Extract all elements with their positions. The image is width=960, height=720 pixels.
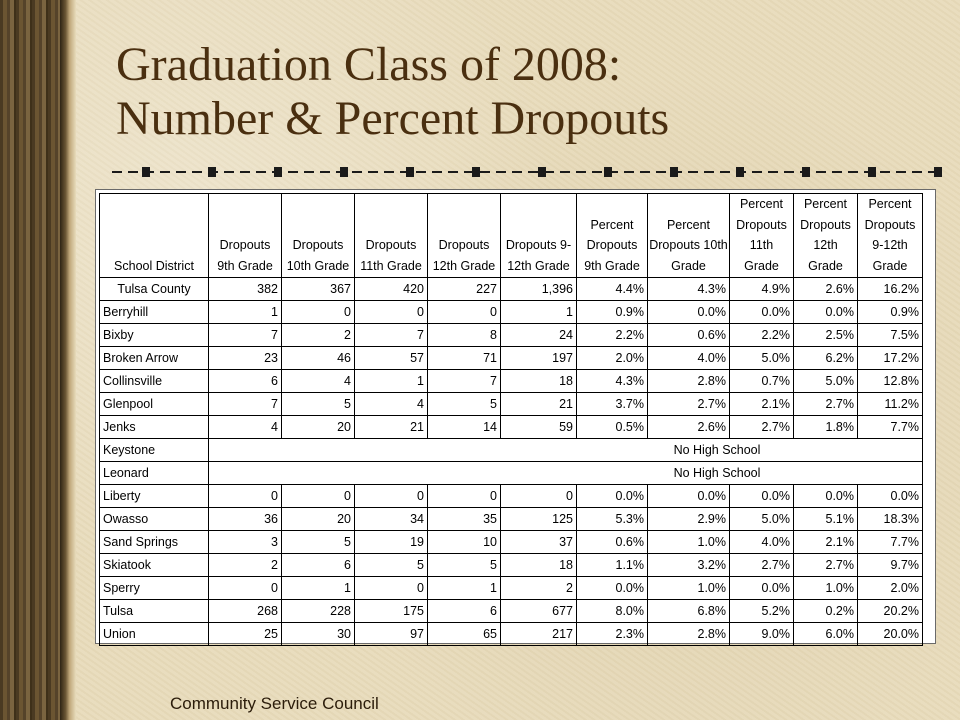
table-cell: 57 [355, 347, 428, 370]
divider-square-marker [868, 167, 876, 177]
table-cell: 46 [282, 347, 355, 370]
table-cell: 7 [209, 393, 282, 416]
dashed-divider [112, 164, 942, 180]
divider-square-marker [340, 167, 348, 177]
table-cell: 20.2% [858, 600, 923, 623]
table-cell: 2.0% [858, 577, 923, 600]
divider-square-marker [142, 167, 150, 177]
column-header: Dropouts 11th Grade [355, 194, 428, 278]
table-cell: 10 [428, 531, 501, 554]
table-cell: 2.8% [648, 370, 730, 393]
table-cell: 7.7% [858, 531, 923, 554]
footer-text: Community Service Council [170, 694, 379, 713]
divider-square-marker [406, 167, 414, 177]
table-cell: 11.2% [858, 393, 923, 416]
table-cell: 1,396 [501, 278, 577, 301]
wood-border [0, 0, 60, 720]
table-cell: 2.3% [577, 623, 648, 646]
table-cell: 6 [428, 600, 501, 623]
table-cell: 0.0% [577, 577, 648, 600]
table-cell: 1 [501, 301, 577, 324]
empty-cell [209, 462, 577, 485]
table-cell: 1.0% [794, 577, 858, 600]
table-cell: 217 [501, 623, 577, 646]
table-cell: 1 [209, 301, 282, 324]
dropout-table-frame [95, 189, 936, 644]
table-header-row [100, 194, 923, 278]
table-cell: 2.2% [730, 324, 794, 347]
table-cell: 9.7% [858, 554, 923, 577]
table-cell: 4.0% [730, 531, 794, 554]
district-name-cell: Jenks [100, 416, 209, 439]
table-cell: 30 [282, 623, 355, 646]
table-cell: 16.2% [858, 278, 923, 301]
table-cell: 0.0% [794, 485, 858, 508]
table-cell: 6.2% [794, 347, 858, 370]
table-cell: 20.0% [858, 623, 923, 646]
table-cell: 2.9% [648, 508, 730, 531]
table-cell: 6.8% [648, 600, 730, 623]
table-cell: 2.5% [794, 324, 858, 347]
empty-cell [858, 439, 923, 462]
table-cell: 59 [501, 416, 577, 439]
table-cell: 3.7% [577, 393, 648, 416]
table-cell: 20 [282, 508, 355, 531]
table-cell: 19 [355, 531, 428, 554]
table-row [100, 554, 923, 577]
table-cell: 2.7% [794, 554, 858, 577]
table-cell: 1.1% [577, 554, 648, 577]
divider-square-marker [736, 167, 744, 177]
table-cell: 12.8% [858, 370, 923, 393]
table-cell: 8 [428, 324, 501, 347]
table-cell: 21 [355, 416, 428, 439]
table-row [100, 347, 923, 370]
table-cell: 268 [209, 600, 282, 623]
table-cell: 420 [355, 278, 428, 301]
table-cell: 65 [428, 623, 501, 646]
table-cell: 3.2% [648, 554, 730, 577]
divider-square-marker [670, 167, 678, 177]
table-cell: 0.0% [648, 301, 730, 324]
table-cell: 0.9% [858, 301, 923, 324]
table-cell: 5.0% [730, 508, 794, 531]
table-cell: 5 [282, 531, 355, 554]
district-name-cell: Tulsa [100, 600, 209, 623]
dropout-table [99, 193, 923, 646]
table-cell: 367 [282, 278, 355, 301]
table-cell: 0.0% [648, 485, 730, 508]
table-cell: 6 [209, 370, 282, 393]
table-cell: 382 [209, 278, 282, 301]
table-cell: 6 [282, 554, 355, 577]
no-high-school-cell: No High School [577, 462, 858, 485]
table-cell: 228 [282, 600, 355, 623]
empty-cell [858, 462, 923, 485]
table-cell: 2 [282, 324, 355, 347]
district-name-cell: Leonard [100, 462, 209, 485]
table-cell: 2.1% [730, 393, 794, 416]
table-cell: 2.7% [730, 554, 794, 577]
table-cell: 2.8% [648, 623, 730, 646]
table-cell: 2 [501, 577, 577, 600]
table-row [100, 531, 923, 554]
table-row [100, 623, 923, 646]
table-cell: 4.3% [577, 370, 648, 393]
table-cell: 0 [209, 577, 282, 600]
table-cell: 2.7% [730, 416, 794, 439]
table-cell: 18 [501, 554, 577, 577]
table-row [100, 508, 923, 531]
table-row [100, 278, 923, 301]
district-name-cell: Liberty [100, 485, 209, 508]
table-cell: 0.5% [577, 416, 648, 439]
district-name-cell: Sperry [100, 577, 209, 600]
district-name-cell: Union [100, 623, 209, 646]
table-cell: 0.6% [577, 531, 648, 554]
table-cell: 23 [209, 347, 282, 370]
table-cell: 0 [355, 485, 428, 508]
table-cell: 1 [355, 370, 428, 393]
table-cell: 0.0% [730, 485, 794, 508]
table-row [100, 577, 923, 600]
column-header: Percent Dropouts 10th Grade [648, 194, 730, 278]
table-cell: 0.2% [794, 600, 858, 623]
table-cell: 24 [501, 324, 577, 347]
table-cell: 71 [428, 347, 501, 370]
column-header: Percent Dropouts 9th Grade [577, 194, 648, 278]
table-cell: 0.0% [730, 577, 794, 600]
table-cell: 175 [355, 600, 428, 623]
divider-square-marker [472, 167, 480, 177]
table-cell: 5 [428, 393, 501, 416]
table-cell: 1.0% [648, 577, 730, 600]
district-name-cell: Glenpool [100, 393, 209, 416]
table-row [100, 324, 923, 347]
column-header: School District [100, 194, 209, 278]
table-cell: 0.0% [577, 485, 648, 508]
district-name-cell: Bixby [100, 324, 209, 347]
table-row [100, 485, 923, 508]
table-row [100, 416, 923, 439]
table-cell: 4 [355, 393, 428, 416]
table-cell: 8.0% [577, 600, 648, 623]
table-cell: 5.3% [577, 508, 648, 531]
table-cell: 0 [282, 485, 355, 508]
table-cell: 6.0% [794, 623, 858, 646]
table-cell: 18.3% [858, 508, 923, 531]
table-cell: 4 [282, 370, 355, 393]
district-name-cell: Skiatook [100, 554, 209, 577]
divider-square-marker [604, 167, 612, 177]
table-cell: 0 [428, 485, 501, 508]
district-name-cell: Owasso [100, 508, 209, 531]
table-cell: 2.6% [794, 278, 858, 301]
table-cell: 0 [209, 485, 282, 508]
table-cell: 2 [209, 554, 282, 577]
column-header: Dropouts 10th Grade [282, 194, 355, 278]
table-cell: 14 [428, 416, 501, 439]
table-cell: 5.2% [730, 600, 794, 623]
table-cell: 0 [501, 485, 577, 508]
table-row [100, 462, 923, 485]
slide-title [116, 38, 936, 146]
table-row [100, 370, 923, 393]
table-cell: 37 [501, 531, 577, 554]
table-cell: 2.2% [577, 324, 648, 347]
table-cell: 0.6% [648, 324, 730, 347]
divider-square-marker [934, 167, 942, 177]
table-cell: 4.9% [730, 278, 794, 301]
table-cell: 7 [428, 370, 501, 393]
table-cell: 677 [501, 600, 577, 623]
district-name-cell: Collinsville [100, 370, 209, 393]
divider-square-marker [274, 167, 282, 177]
column-header: Percent Dropouts 12th Grade [794, 194, 858, 278]
district-name-cell: Sand Springs [100, 531, 209, 554]
table-cell: 17.2% [858, 347, 923, 370]
table-cell: 1.0% [648, 531, 730, 554]
table-cell: 3 [209, 531, 282, 554]
column-header: Dropouts 9-12th Grade [501, 194, 577, 278]
table-cell: 35 [428, 508, 501, 531]
table-cell: 7.7% [858, 416, 923, 439]
table-cell: 0.9% [577, 301, 648, 324]
table-cell: 21 [501, 393, 577, 416]
table-cell: 1 [428, 577, 501, 600]
table-cell: 7.5% [858, 324, 923, 347]
table-cell: 34 [355, 508, 428, 531]
table-cell: 2.6% [648, 416, 730, 439]
column-header: Percent Dropouts 11th Grade [730, 194, 794, 278]
wood-border-edge [60, 0, 76, 720]
slide-title-line-2: Number & Percent Dropouts [116, 92, 670, 145]
table-row [100, 600, 923, 623]
table-cell: 9.0% [730, 623, 794, 646]
table-cell: 5.1% [794, 508, 858, 531]
divider-square-marker [208, 167, 216, 177]
divider-square-marker [802, 167, 810, 177]
table-cell: 18 [501, 370, 577, 393]
table-cell: 5.0% [794, 370, 858, 393]
table-cell: 36 [209, 508, 282, 531]
table-cell: 0.0% [794, 301, 858, 324]
column-header: Dropouts 9th Grade [209, 194, 282, 278]
table-cell: 2.0% [577, 347, 648, 370]
table-cell: 2.7% [648, 393, 730, 416]
table-cell: 5 [428, 554, 501, 577]
table-cell: 227 [428, 278, 501, 301]
table-cell: 2.7% [794, 393, 858, 416]
table-cell: 20 [282, 416, 355, 439]
table-cell: 4 [209, 416, 282, 439]
table-cell: 4.0% [648, 347, 730, 370]
table-cell: 2.1% [794, 531, 858, 554]
no-high-school-cell: No High School [577, 439, 858, 462]
empty-cell [209, 439, 577, 462]
table-row [100, 301, 923, 324]
table-cell: 5.0% [730, 347, 794, 370]
table-cell: 4.4% [577, 278, 648, 301]
table-cell: 5 [355, 554, 428, 577]
table-body [100, 278, 923, 646]
table-cell: 0.7% [730, 370, 794, 393]
table-cell: 0 [428, 301, 501, 324]
divider-square-marker [538, 167, 546, 177]
table-cell: 0 [355, 301, 428, 324]
table-cell: 0.0% [730, 301, 794, 324]
district-name-cell: Keystone [100, 439, 209, 462]
column-header: Percent Dropouts 9-12th Grade [858, 194, 923, 278]
table-cell: 7 [209, 324, 282, 347]
table-row [100, 439, 923, 462]
table-cell: 7 [355, 324, 428, 347]
table-cell: 1 [282, 577, 355, 600]
table-cell: 1.8% [794, 416, 858, 439]
table-cell: 0 [282, 301, 355, 324]
column-header: Dropouts 12th Grade [428, 194, 501, 278]
table-cell: 125 [501, 508, 577, 531]
slide-title-line-1: Graduation Class of 2008: [116, 38, 622, 91]
district-name-cell: Tulsa County [100, 278, 209, 301]
table-cell: 25 [209, 623, 282, 646]
table-cell: 0.0% [858, 485, 923, 508]
table-cell: 4.3% [648, 278, 730, 301]
table-cell: 0 [355, 577, 428, 600]
district-name-cell: Berryhill [100, 301, 209, 324]
table-row [100, 393, 923, 416]
table-cell: 5 [282, 393, 355, 416]
table-cell: 97 [355, 623, 428, 646]
district-name-cell: Broken Arrow [100, 347, 209, 370]
table-cell: 197 [501, 347, 577, 370]
